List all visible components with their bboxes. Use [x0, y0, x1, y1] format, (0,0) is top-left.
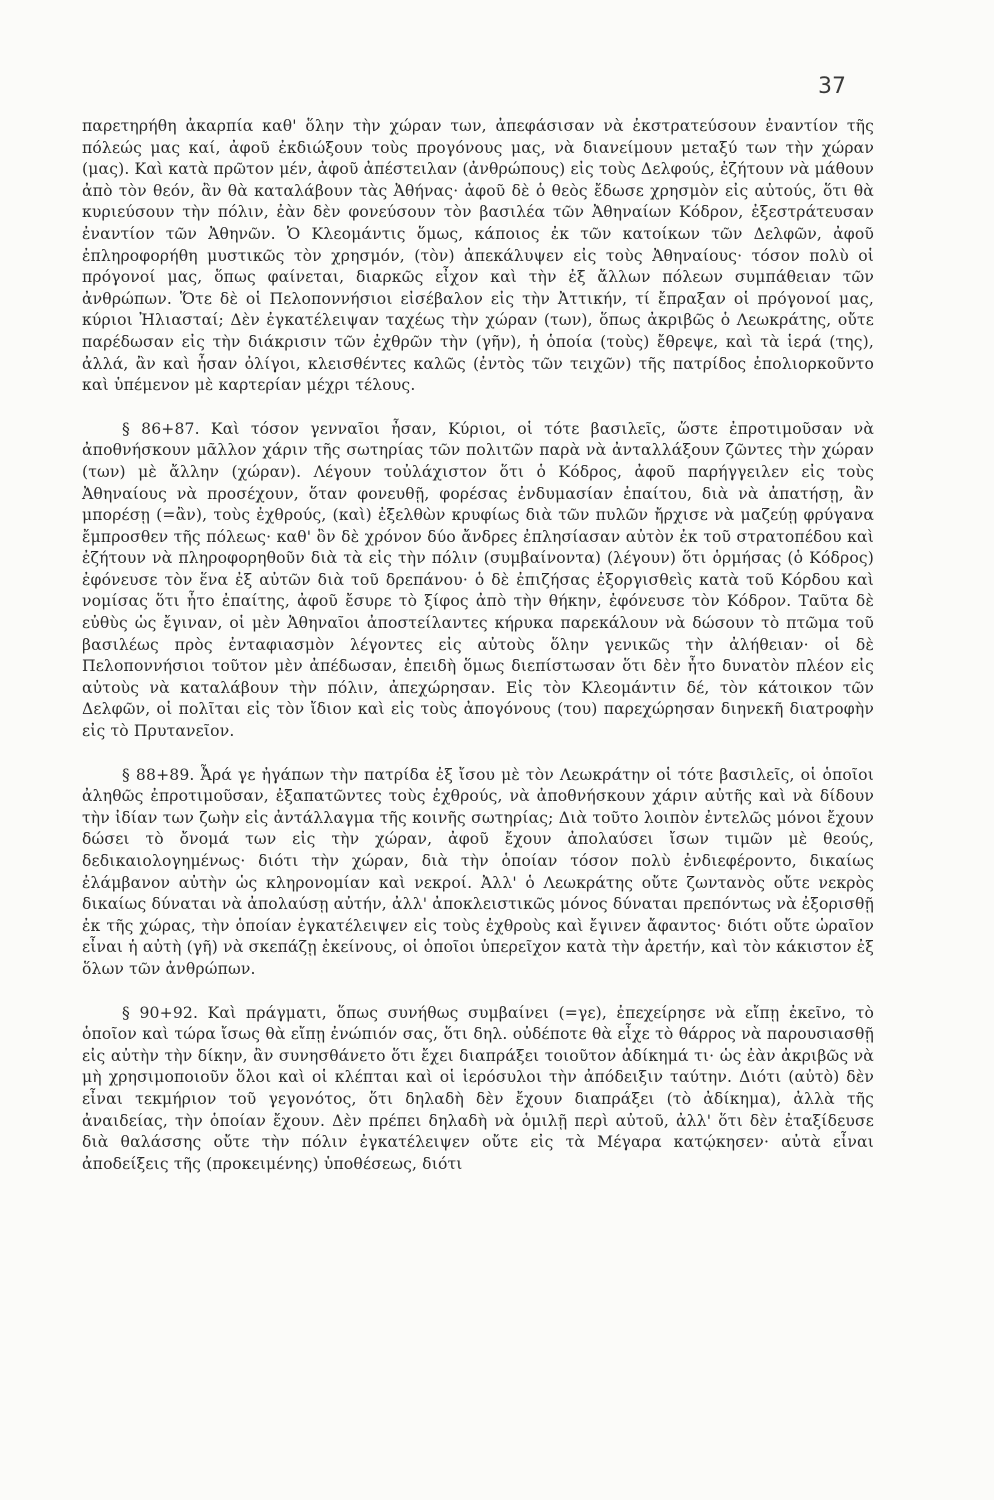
body-text	[82, 116, 874, 1175]
page-number: 37	[818, 74, 846, 99]
paragraph-continuation: παρετηρήθη ἀκαρπία καθ' ὅλην τὴν χώραν των, ἀπεφάσισαν νὰ ἐκστρατεύσουν ἐναντίον τῆς πόλεώς μας καί, ἀφοῦ ἐκδιώξουν τοὺς προγόνους μας, νὰ διανείμουν μεταξύ των τὴν χώραν (μας). Καὶ κατὰ πρῶτον μέν, ἀφοῦ ἀπέστειλαν (ἀνθρώπους) εἰς τοὺς Δελφούς, ἐζήτουν νὰ μάθουν ἀπὸ τὸν θεόν, ἂν θὰ καταλάβουν τὰς Ἀθήνας· ἀφοῦ δὲ ὁ θεὸς ἔδωσε χρησμὸν εἰς αὐτούς, ὅτι θὰ κυριεύσουν τὴν πόλιν, ἐὰν δὲν φονεύσουν τὸν βασιλέα τῶν Ἀθηναίων Κόδρον, ἐξεστράτευσαν ἐναντίον τῶν Ἀθηνῶν. Ὁ Κλεομάντις ὅμως, κάποιος ἐκ τῶν κατοίκων τῶν Δελφῶν, ἀφοῦ ἐπληροφορήθη μυστικῶς τὸν χρησμόν, (τὸν) ἀπεκάλυψεν εἰς τοὺς Ἀθηναίους· τόσον πολὺ οἱ πρόγονοί μας, ὅπως φαίνεται, διαρκῶς εἶχον καὶ τὴν ἐξ ἄλλων πόλεων συμπάθειαν τῶν ἀνθρώπων. Ὅτε δὲ οἱ Πελοποννήσιοι εἰσέβαλον εἰς τὴν Ἀττικήν, τί ἔπραξαν οἱ πρόγονοί μας, κύριοι Ἠλιασταί; Δὲν ἐγκατέλειψαν ταχέως τὴν χώραν (των), ὅπως ἀκριβῶς ὁ Λεωκράτης, οὔτε παρέδωσαν εἰς τὴν διάκρισιν τῶν ἐχθρῶν τὴν (γῆν), ἡ ὁποία (τοὺς) ἔθρεψε, καὶ τὰ ἱερά (της), ἀλλά, ἂν καὶ ἦσαν ὀλίγοι, κλεισθέντες καλῶς (ἐντὸς τῶν τειχῶν) τῆς πατρίδος ἐπολιορκοῦντο καὶ ὑπέμενον μὲ καρτερίαν μέχρι τέλους.	[82, 117, 874, 395]
paragraph-section-90-92: § 90+92. Καὶ πράγματι, ὅπως συνήθως συμβαίνει (=γε), ἐπεχείρησε νὰ εἴπῃ ἐκεῖνο, τὸ ὁποῖον καὶ τώρα ἴσως θὰ εἴπῃ ἐνώπιόν σας, ὅτι δηλ. οὐδέποτε θὰ εἶχε τὸ θάρρος νὰ παρουσιασθῇ εἰς αὐτὴν τὴν δίκην, ἂν συνησθάνετο ὅτι ἔχει διαπράξει τοιοῦτον ἀδίκημά τι· ὡς ἐὰν ἀκριβῶς νὰ μὴ χρησιμοποιοῦν ὅλοι καὶ οἱ κλέπται καὶ οἱ ἱερόσυλοι τὴν ἀπόδειξιν ταύτην. Διότι (αὐτὸ) δὲν εἶναι τεκμήριον τοῦ γεγονότος, ὅτι δηλαδὴ δὲν ἔχουν διαπράξει (τὸ ἀδίκημα), ἀλλὰ τῆς ἀναιδείας, τὴν ὁποίαν ἔχουν. Δὲν πρέπει δηλαδὴ νὰ ὁμιλῇ περὶ αὐτοῦ, ἀλλ' ὅτι δὲν ἐταξίδευσε διὰ θαλάσσης οὔτε τὴν πόλιν ἐγκατέλειψεν οὔτε εἰς τὰ Μέγαρα κατῴκησεν· αὐτὰ εἶναι ἀποδείξεις τῆς (προκειμένης) ὑποθέσεως, διότι	[82, 1003, 874, 1173]
paragraph-section-86-87: § 86+87. Καὶ τόσον γενναῖοι ἦσαν, Κύριοι, οἱ τότε βασιλεῖς, ὥστε ἐπροτιμοῦσαν νὰ ἀποθνήσκουν μᾶλλον χάριν τῆς σωτηρίας τῶν πολιτῶν παρὰ νὰ ἀνταλλάξουν ζῶντες τὴν χώραν (των) μὲ ἄλλην (χώραν). Λέγουν τοὐλάχιστον ὅτι ὁ Κόδρος, ἀφοῦ παρήγγειλεν εἰς τοὺς Ἀθηναίους νὰ προσέχουν, ὅταν φονευθῇ, φορέσας ἐνδυμασίαν ἐπαίτου, διὰ νὰ ἀπατήσῃ, ἂν μπορέσῃ (=ἂν), τοὺς ἐχθρούς, (καὶ) ἐξελθὼν κρυφίως διὰ τῶν πυλῶν ἤρχισε νὰ μαζεύῃ φρύγανα ἔμπροσθεν τῆς πόλεως· καθ' ὃν δὲ χρόνον δύο ἄνδρες ἐπλησίασαν αὐτὸν ἐκ τοῦ στρατοπέδου καὶ ἐζήτουν νὰ πληροφορηθοῦν διὰ τὰ εἰς τὴν πόλιν (συμβαίνοντα) (λέγουν) ὅτι ὁρμήσας (ὁ Κόδρος) ἐφόνευσε τὸν ἕνα ἐξ αὐτῶν διὰ τοῦ δρεπάνου· ὁ δὲ ἐπιζήσας ἐξοργισθεὶς κατὰ τοῦ Κόρδου καὶ νομίσας ὅτι ἦτο ἐπαίτης, ἀφοῦ ἔσυρε τὸ ξίφος ἀπὸ τὴν θήκην, ἐφόνευσε τὸν Κόδρον. Ταῦτα δὲ εὐθὺς ὡς ἔγιναν, οἱ μὲν Ἀθηναῖοι ἀποστείλαντες κήρυκα παρεκάλουν νὰ δώσουν τὸ πτῶμα τοῦ βασιλέως πρὸς ἐνταφιασμὸν λέγοντες εἰς αὐτοὺς ὅλην γενικῶς τὴν ἀλήθειαν· οἱ δὲ Πελοποννήσιοι τοῦτον μὲν ἀπέδωσαν, ἐπειδὴ ὅμως διεπίστωσαν ὅτι δὲν ἦτο δυνατὸν πλέον εἰς αὐτοὺς νὰ καταλάβουν τὴν πόλιν, ἀπεχώρησαν. Εἰς τὸν Κλεομάντιν δέ, τὸν κάτοικον τῶν Δελφῶν, οἱ πολῖται εἰς τὸν ἴδιον καὶ εἰς τοὺς ἀπογόνους (του) παρεχώρησαν διηνεκῆ διατροφὴν εἰς τὸ Πρυτανεῖον.	[82, 419, 874, 741]
paragraph-section-88-89: § 88+89. Ἆρά γε ἠγάπων τὴν πατρίδα ἐξ ἴσου μὲ τὸν Λεωκράτην οἱ τότε βασιλεῖς, οἱ ὁποῖοι ἀληθῶς ἐπροτιμοῦσαν, ἐξαπατῶντες τοὺς ἐχθρούς, νὰ ἀποθνήσκουν χάριν αὐτῆς καὶ νὰ δίδουν τὴν ἰδίαν των ζωὴν εἰς ἀντάλλαγμα τῆς κοινῆς σωτηρίας; Διὰ τοῦτο λοιπὸν ἐντελῶς μόνοι ἔχουν δώσει τὸ ὄνομά των εἰς τὴν χώραν, ἀφοῦ ἔχουν ἀπολαύσει ἴσων τιμῶν μὲ θεούς, δεδικαιολογημένως· διότι τὴν χώραν, διὰ τὴν ὁποίαν τόσον πολὺ ἐνδιεφέροντο, δικαίως ἐλάμβανον αὐτὴν ὡς κληρονομίαν καὶ νεκροί. Ἀλλ' ὁ Λεωκράτης οὔτε ζωντανὸς οὔτε νεκρὸς δικαίως δύναται νὰ ἀπολαύσῃ αὐτήν, ἀλλ' ἀποκλειστικῶς μόνος δύναται πρεπόντως νὰ ἐξορισθῇ ἐκ τῆς χώρας, τὴν ὁποίαν ἐγκατέλειψεν εἰς τοὺς ἐχθροὺς καὶ ἔγινεν ἄφαντος· διότι οὔτε ὡραῖον εἶναι ἡ αὐτὴ (γῆ) νὰ σκεπάζῃ ἐκείνους, οἱ ὁποῖοι ὑπερεῖχον κατὰ τὴν ἀρετήν, καὶ τὸν κάκιστον ἐξ ὅλων τῶν ἀνθρώπων.	[82, 765, 874, 978]
